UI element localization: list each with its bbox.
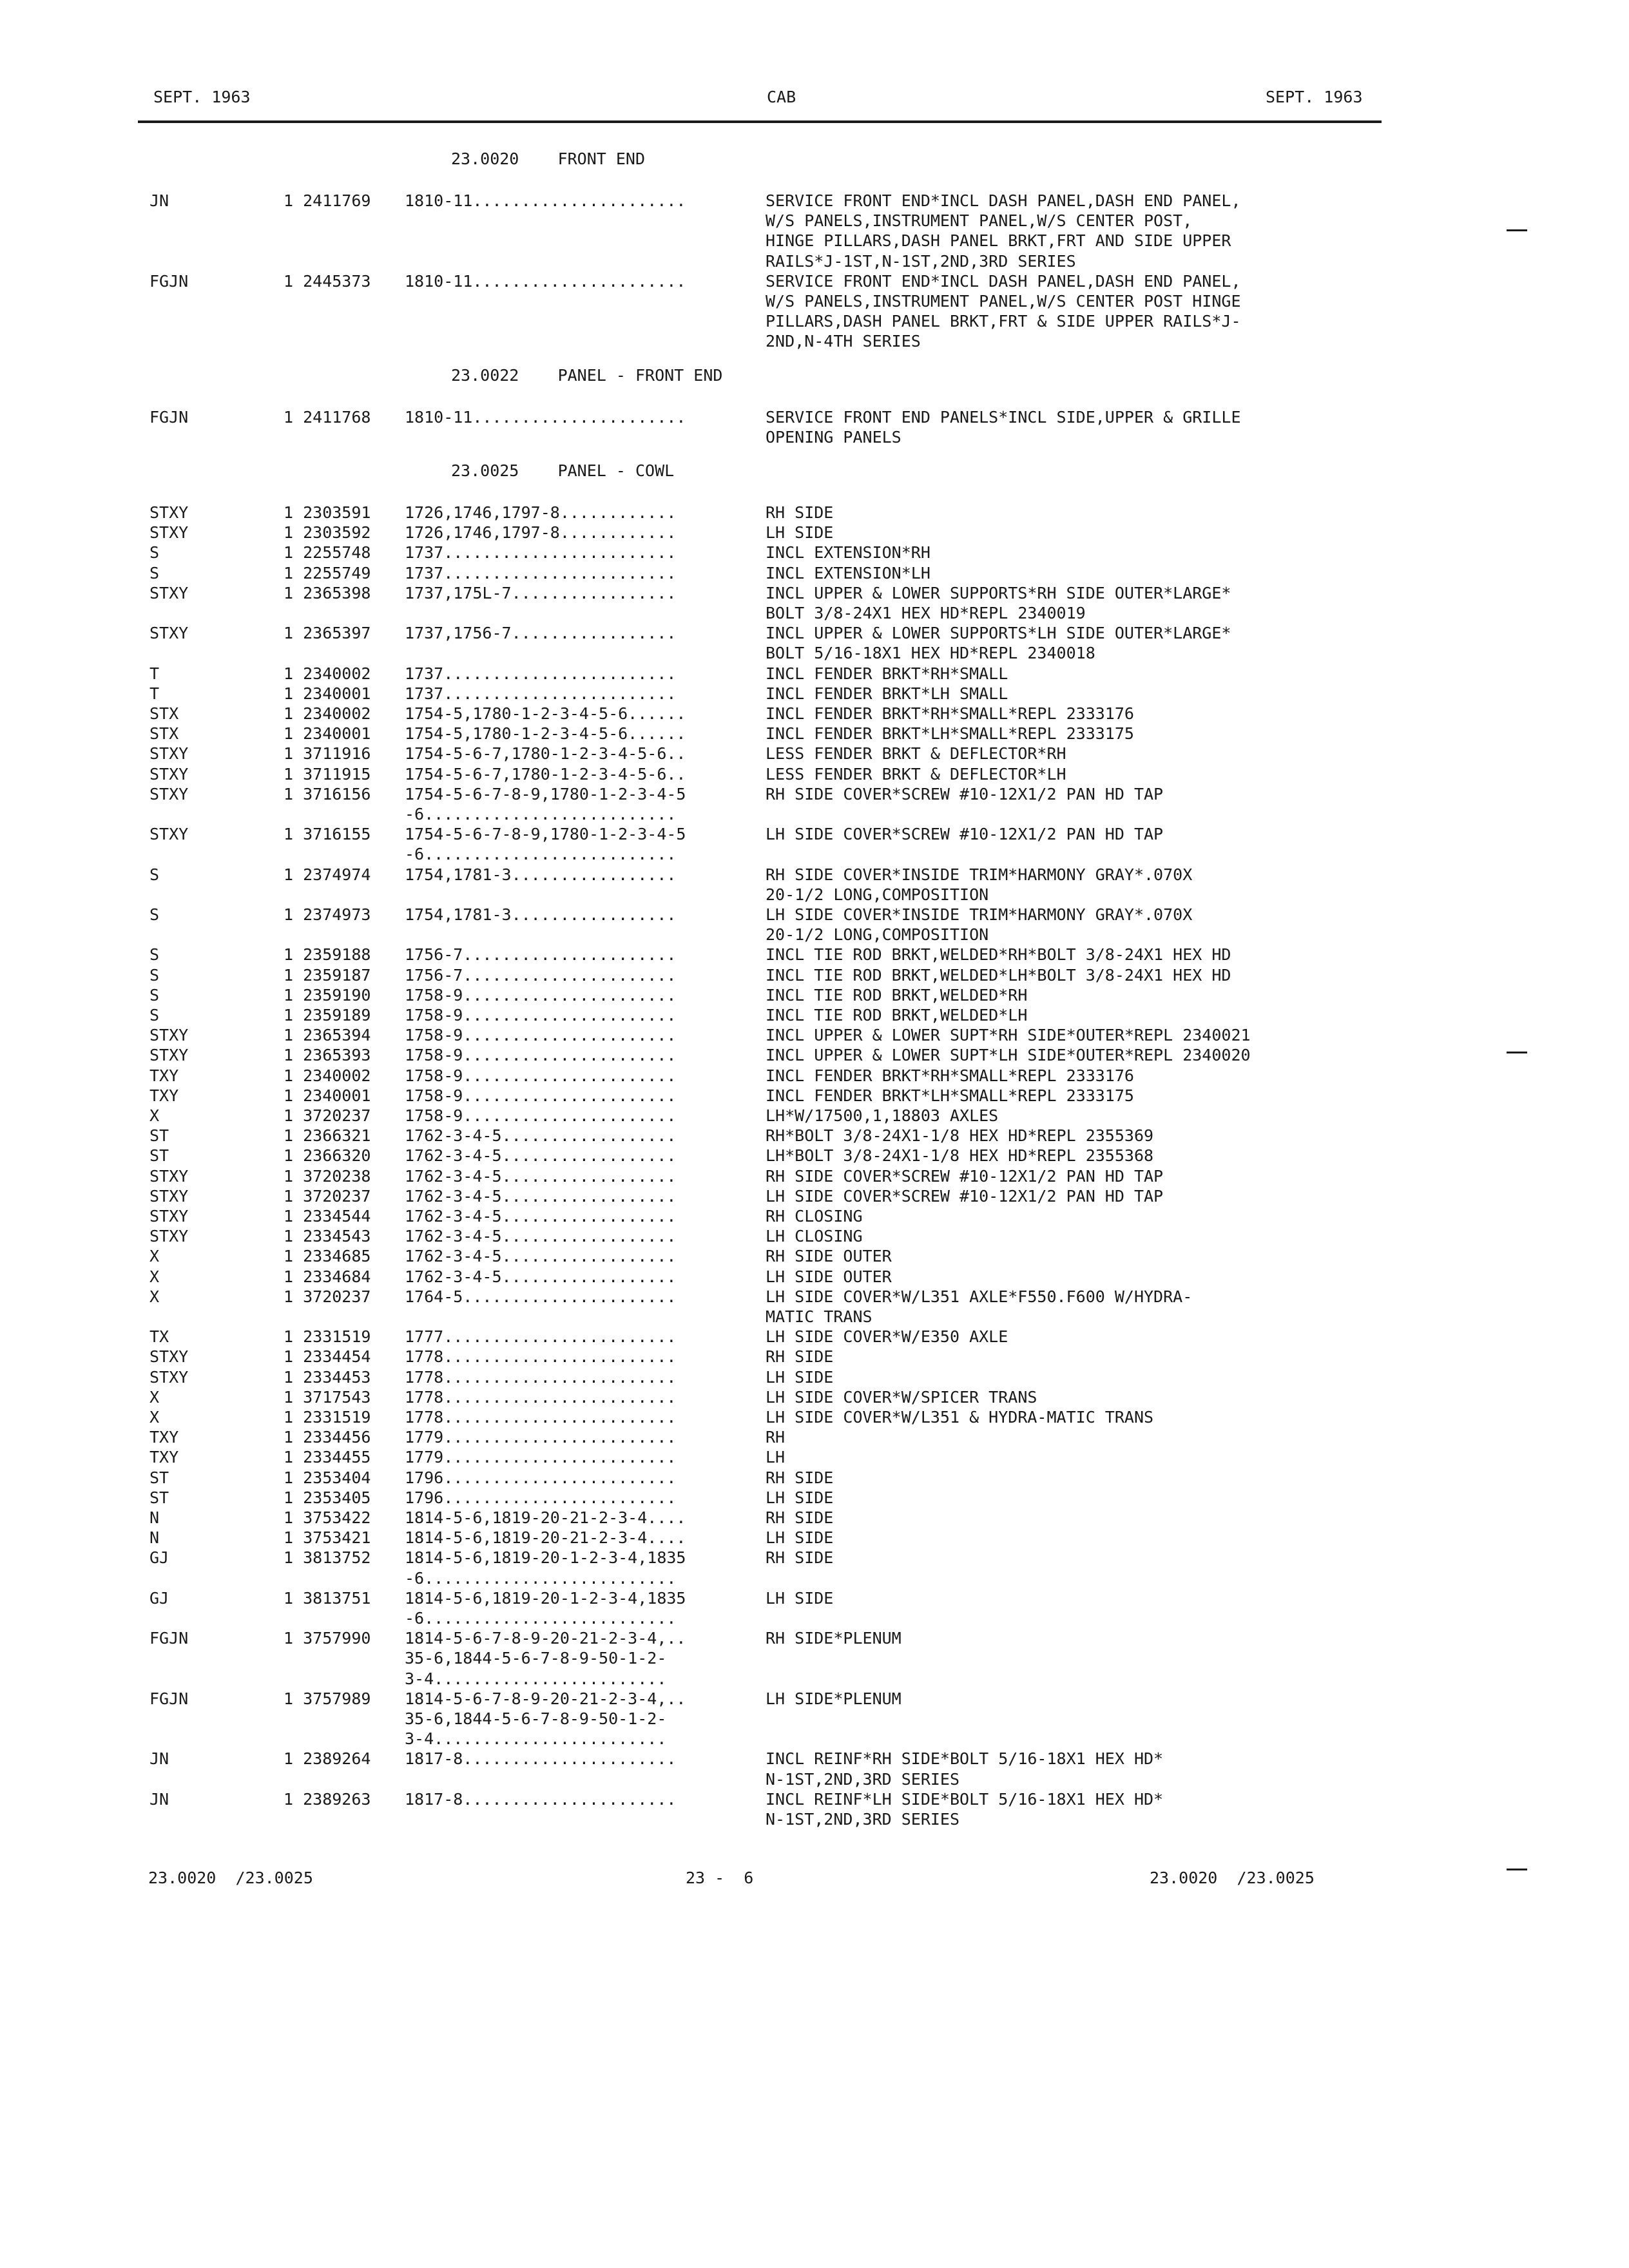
model-code: T [149,664,160,683]
model-code: S [149,985,160,1004]
model-code: JN [149,191,169,210]
qty-part-number: 1 2340001 [284,724,371,744]
qty-part-number: 1 3753422 [284,1508,371,1527]
part-description-continued: BOLT 3/8-24X1 HEX HD*REPL 2340019 [766,604,1086,622]
part-description: RH [766,1428,786,1447]
model-numbers: 1764-5...................... [405,1287,677,1306]
part-description-continued: RAILS*J-1ST,N-1ST,2ND,3RD SERIES [766,251,1076,271]
model-numbers: 1758-9...................... [405,1066,677,1085]
model-code: STXY [149,624,189,643]
part-description: INCL FENDER BRKT*RH*SMALL*REPL 2333176 [766,704,1134,723]
qty-part-number: 1 2331519 [284,1327,371,1347]
model-numbers: 1814-5-6,1819-20-21-2-3-4.... [405,1508,686,1527]
part-description-continued: MATIC TRANS [766,1307,872,1326]
model-numbers: 1754-5-6-7-8-9,1780-1-2-3-4-5 [405,825,686,844]
qty-part-number: 1 2365394 [284,1026,371,1045]
qty-part-number: 1 2331519 [284,1408,371,1427]
model-numbers: 1754-5-6-7,1780-1-2-3-4-5-6.. [405,764,686,783]
part-description: SERVICE FRONT END PANELS*INCL SIDE,UPPER & GRILLE [766,407,1241,427]
qty-part-number: 1 3720237 [284,1186,371,1206]
qty-part-number: 1 2366321 [284,1126,371,1146]
part-description: RH SIDE*PLENUM [766,1629,901,1648]
part-description: INCL UPPER & LOWER SUPPORTS*RH SIDE OUTER*LARGE* [766,583,1231,602]
part-description: INCL UPPER & LOWER SUPT*LH SIDE*OUTER*REPL 2340020 [766,1046,1251,1065]
qty-part-number: 1 3757989 [284,1689,371,1708]
model-numbers: 1778........................ [405,1347,677,1367]
model-code: TXY [149,1086,179,1105]
model-numbers: 1779........................ [405,1448,677,1467]
qty-part-number: 1 2366320 [284,1146,371,1166]
model-numbers: 1762-3-4-5.................. [405,1247,677,1266]
part-description: INCL FENDER BRKT*RH*SMALL*REPL 2333176 [766,1066,1134,1085]
part-description: LH SIDE [766,1488,834,1507]
part-description: LH SIDE COVER*SCREW #10-12X1/2 PAN HD TAP [766,825,1164,844]
qty-part-number: 1 3711915 [284,764,371,783]
qty-part-number: 1 3716155 [284,825,371,844]
model-numbers: 1726,1746,1797-8............ [405,523,677,543]
model-code: ST [149,1488,169,1507]
part-description: RH SIDE [766,1548,834,1568]
model-code: X [149,1267,160,1286]
qty-part-number: 1 3720237 [284,1106,371,1125]
part-description: LESS FENDER BRKT & DEFLECTOR*LH [766,764,1066,783]
model-numbers: 1796........................ [405,1468,677,1487]
part-description-continued: PILLARS,DASH PANEL BRKT,FRT & SIDE UPPER RAILS*J- [766,312,1241,331]
model-numbers: 1817-8...................... [405,1749,677,1769]
part-description: RH SIDE [766,503,834,522]
qty-part-number: 1 2411769 [284,191,371,210]
part-description: LH*W/17500,1,18803 AXLES [766,1106,999,1125]
model-code: S [149,945,160,965]
model-numbers: 1778........................ [405,1408,677,1427]
model-numbers: 1762-3-4-5.................. [405,1227,677,1246]
model-numbers: 1777........................ [405,1327,677,1347]
qty-part-number: 1 2334456 [284,1428,371,1447]
model-numbers: 1754,1781-3................. [405,865,677,884]
part-description: INCL FENDER BRKT*LH SMALL [766,684,1008,703]
part-description: RH SIDE COVER*SCREW #10-12X1/2 PAN HD TAP [766,784,1164,803]
qty-part-number: 1 2334454 [284,1347,371,1367]
header-left-date: SEPT. 1963 [153,88,251,106]
qty-part-number: 1 3720238 [284,1166,371,1186]
part-description: INCL TIE ROD BRKT,WELDED*LH [766,1006,1028,1024]
qty-part-number: 1 2374974 [284,865,371,884]
model-numbers: 1762-3-4-5.................. [405,1207,677,1225]
part-description: LH SIDE COVER*SCREW #10-12X1/2 PAN HD TAP [766,1186,1164,1206]
model-numbers: 1810-11...................... [405,407,686,427]
qty-part-number: 1 2303591 [284,503,371,522]
section-heading: 23.0025 PANEL - COWL [451,461,675,480]
part-description: LH SIDE [766,1588,834,1608]
model-code: FGJN [149,1629,189,1648]
model-code: STXY [149,583,189,602]
model-code: STXY [149,1046,189,1065]
qty-part-number: 1 3813752 [284,1548,371,1568]
model-numbers: 1817-8...................... [405,1789,677,1809]
model-code: STXY [149,1227,189,1246]
qty-part-number: 1 2365398 [284,583,371,602]
model-code: STX [149,704,179,723]
qty-part-number: 1 3757990 [284,1629,371,1648]
model-code: X [149,1106,160,1125]
model-numbers: 1754-5-6-7,1780-1-2-3-4-5-6.. [405,744,686,764]
model-code: FGJN [149,1689,189,1708]
model-numbers: 1796........................ [405,1488,677,1507]
model-numbers: 1758-9...................... [405,985,677,1004]
model-numbers: 1758-9...................... [405,1046,677,1065]
model-code: FGJN [149,407,189,427]
part-description: INCL FENDER BRKT*RH*SMALL [766,664,1008,683]
margin-mark [1507,1869,1527,1870]
qty-part-number: 1 2334455 [284,1448,371,1467]
part-description: RH SIDE COVER*SCREW #10-12X1/2 PAN HD TAP [766,1166,1164,1186]
model-code: STXY [149,825,189,844]
part-description: LH SIDE COVER*W/L351 AXLE*F550.F600 W/HYDRA- [766,1287,1193,1306]
qty-part-number: 1 2340002 [284,704,371,723]
part-description: RH*BOLT 3/8-24X1-1/8 HEX HD*REPL 2355369 [766,1126,1154,1146]
model-code: TXY [149,1428,179,1447]
model-code: N [149,1528,160,1548]
model-numbers-continued: 35-6,1844-5-6-7-8-9-50-1-2- [405,1649,667,1668]
qty-part-number: 1 3813751 [284,1588,371,1608]
model-code: STXY [149,1367,189,1387]
part-description: LH SIDE COVER*W/SPICER TRANS [766,1387,1037,1407]
qty-part-number: 1 3716156 [284,784,371,803]
part-description: LH [766,1448,786,1467]
model-code: STXY [149,1186,189,1206]
part-description: INCL EXTENSION*RH [766,543,930,562]
part-description: LESS FENDER BRKT & DEFLECTOR*RH [766,744,1066,764]
model-code: TXY [149,1066,179,1085]
model-code: N [149,1508,160,1527]
model-code: S [149,905,160,924]
model-numbers-continued: -6.......................... [405,1568,677,1588]
part-description: INCL UPPER & LOWER SUPPORTS*LH SIDE OUTER*LARGE* [766,624,1231,643]
model-numbers: 1778........................ [405,1387,677,1407]
header-right-date: SEPT. 1963 [1266,88,1363,106]
qty-part-number: 1 2334453 [284,1367,371,1387]
qty-part-number: 1 2334544 [284,1207,371,1225]
part-description: INCL FENDER BRKT*LH*SMALL*REPL 2333175 [766,724,1134,744]
qty-part-number: 1 2340002 [284,664,371,683]
model-numbers: 1778........................ [405,1367,677,1387]
model-numbers-continued: -6.......................... [405,1609,677,1628]
part-description-continued: N-1ST,2ND,3RD SERIES [766,1810,960,1829]
part-description: LH SIDE [766,523,834,543]
qty-part-number: 1 2334543 [284,1227,371,1246]
part-description: INCL EXTENSION*LH [766,563,930,582]
part-description: LH SIDE COVER*INSIDE TRIM*HARMONY GRAY*.070X [766,905,1193,924]
model-code: STX [149,724,179,744]
part-description: LH SIDE COVER*W/L351 & HYDRA-MATIC TRANS [766,1408,1154,1427]
qty-part-number: 1 2303592 [284,523,371,543]
part-description: LH*BOLT 3/8-24X1-1/8 HEX HD*REPL 2355368 [766,1146,1154,1166]
model-code: S [149,865,160,884]
model-code: STXY [149,503,189,522]
model-numbers: 1758-9...................... [405,1006,677,1024]
model-code: GJ [149,1588,169,1608]
model-code: STXY [149,784,189,803]
model-code: X [149,1287,160,1306]
qty-part-number: 1 3711916 [284,744,371,764]
model-numbers-continued: 3-4........................ [405,1669,667,1688]
model-numbers: 1756-7...................... [405,965,677,985]
model-numbers: 1754,1781-3................. [405,905,677,924]
model-code: TX [149,1327,169,1347]
model-code: S [149,965,160,985]
model-code: JN [149,1749,169,1769]
model-code: STXY [149,764,189,783]
part-description-continued: BOLT 5/16-18X1 HEX HD*REPL 2340018 [766,644,1095,663]
model-numbers: 1737,1756-7................. [405,624,677,643]
model-numbers-continued: -6.......................... [405,805,677,823]
margin-mark [1507,1052,1527,1053]
part-description-continued: N-1ST,2ND,3RD SERIES [766,1769,960,1789]
part-description: SERVICE FRONT END*INCL DASH PANEL,DASH END PANEL, [766,271,1241,291]
part-description: INCL FENDER BRKT*LH*SMALL*REPL 2333175 [766,1086,1134,1105]
model-code: STXY [149,1347,189,1367]
qty-part-number: 1 2340002 [284,1066,371,1085]
part-description: INCL TIE ROD BRKT,WELDED*RH*BOLT 3/8-24X1 HEX HD [766,945,1231,965]
qty-part-number: 1 2411768 [284,407,371,427]
model-numbers: 1737........................ [405,543,677,562]
qty-part-number: 1 3753421 [284,1528,371,1548]
model-numbers: 1814-5-6,1819-20-1-2-3-4,1835 [405,1588,686,1608]
model-numbers: 1810-11...................... [405,271,686,291]
part-description-continued: 20-1/2 LONG,COMPOSITION [766,925,989,945]
qty-part-number: 1 2340001 [284,684,371,703]
model-numbers: 1754-5,1780-1-2-3-4-5-6...... [405,724,686,744]
footer-right-range: 23.0020 /23.0025 [1150,1869,1315,1887]
model-numbers: 1814-5-6-7-8-9-20-21-2-3-4,.. [405,1629,686,1648]
model-numbers-continued: -6.......................... [405,845,677,864]
part-description: LH SIDE*PLENUM [766,1689,901,1708]
qty-part-number: 1 2389264 [284,1749,371,1769]
qty-part-number: 1 2334685 [284,1247,371,1266]
qty-part-number: 1 2353405 [284,1488,371,1507]
qty-part-number: 1 2445373 [284,271,371,291]
model-code: T [149,684,160,703]
model-numbers: 1758-9...................... [405,1106,677,1125]
qty-part-number: 1 3717543 [284,1387,371,1407]
model-numbers: 1754-5,1780-1-2-3-4-5-6...... [405,704,686,723]
footer-page-number: 23 - 6 [686,1869,754,1887]
part-description: RH CLOSING [766,1207,863,1225]
model-numbers: 1758-9...................... [405,1026,677,1045]
model-numbers: 1814-5-6-7-8-9-20-21-2-3-4,.. [405,1689,686,1708]
section-heading: 23.0022 PANEL - FRONT END [451,365,723,385]
qty-part-number: 1 2359188 [284,945,371,965]
part-description: INCL UPPER & LOWER SUPT*RH SIDE*OUTER*REPL 2340021 [766,1026,1251,1045]
model-code: ST [149,1146,169,1166]
model-numbers-continued: 3-4........................ [405,1729,667,1749]
model-numbers: 1737........................ [405,563,677,582]
part-description-continued: W/S PANELS,INSTRUMENT PANEL,W/S CENTER POST HINGE [766,292,1241,311]
part-description-continued: 2ND,N-4TH SERIES [766,332,921,351]
model-code: S [149,543,160,562]
qty-part-number: 1 2359189 [284,1006,371,1024]
qty-part-number: 1 2353404 [284,1468,371,1487]
qty-part-number: 1 2359190 [284,985,371,1004]
model-code: X [149,1408,160,1427]
qty-part-number: 1 2255748 [284,543,371,562]
header-title: CAB [767,88,796,106]
model-numbers: 1726,1746,1797-8............ [405,503,677,522]
part-description: INCL TIE ROD BRKT,WELDED*LH*BOLT 3/8-24X1 HEX HD [766,965,1231,985]
model-numbers: 1737,175L-7................. [405,583,677,602]
model-numbers: 1810-11...................... [405,191,686,210]
qty-part-number: 1 2340001 [284,1086,371,1105]
model-code: X [149,1387,160,1407]
model-numbers: 1756-7...................... [405,945,677,965]
model-code: STXY [149,1207,189,1225]
part-description: RH SIDE [766,1468,834,1487]
part-description: RH SIDE [766,1347,834,1367]
qty-part-number: 1 2334684 [284,1267,371,1286]
footer-left-range: 23.0020 /23.0025 [148,1869,313,1887]
model-code: ST [149,1126,169,1146]
model-numbers: 1737........................ [405,664,677,683]
part-description: SERVICE FRONT END*INCL DASH PANEL,DASH END PANEL, [766,191,1241,210]
model-code: S [149,563,160,582]
model-numbers: 1814-5-6,1819-20-21-2-3-4.... [405,1528,686,1548]
model-code: STXY [149,1166,189,1186]
model-numbers: 1737........................ [405,684,677,703]
model-code: FGJN [149,271,189,291]
model-numbers: 1762-3-4-5.................. [405,1186,677,1206]
model-numbers: 1758-9...................... [405,1086,677,1105]
qty-part-number: 1 3720237 [284,1287,371,1306]
part-description-continued: OPENING PANELS [766,427,901,447]
model-code: STXY [149,1026,189,1045]
qty-part-number: 1 2374973 [284,905,371,924]
qty-part-number: 1 2389263 [284,1789,371,1809]
header-rule [138,120,1382,123]
model-code: X [149,1247,160,1266]
part-description: LH SIDE [766,1367,834,1387]
part-description: RH SIDE OUTER [766,1247,892,1266]
part-description-continued: 20-1/2 LONG,COMPOSITION [766,885,989,904]
part-description: LH SIDE [766,1528,834,1548]
model-code: JN [149,1789,169,1809]
qty-part-number: 1 2255749 [284,563,371,582]
model-numbers: 1814-5-6,1819-20-1-2-3-4,1835 [405,1548,686,1568]
part-description: INCL TIE ROD BRKT,WELDED*RH [766,985,1028,1004]
model-code: STXY [149,523,189,543]
qty-part-number: 1 2365397 [284,624,371,643]
part-description: LH CLOSING [766,1227,863,1246]
model-numbers: 1762-3-4-5.................. [405,1126,677,1146]
margin-mark [1507,229,1527,231]
qty-part-number: 1 2365393 [284,1046,371,1065]
section-heading: 23.0020 FRONT END [451,149,646,168]
qty-part-number: 1 2359187 [284,965,371,985]
model-code: TXY [149,1448,179,1467]
part-description: RH SIDE [766,1508,834,1527]
part-description: RH SIDE COVER*INSIDE TRIM*HARMONY GRAY*.070X [766,865,1193,884]
model-code: S [149,1006,160,1024]
part-description: INCL REINF*LH SIDE*BOLT 5/16-18X1 HEX HD* [766,1789,1164,1809]
model-numbers: 1779........................ [405,1428,677,1447]
model-numbers: 1754-5-6-7-8-9,1780-1-2-3-4-5 [405,784,686,803]
part-description-continued: W/S PANELS,INSTRUMENT PANEL,W/S CENTER POST, [766,211,1193,231]
model-numbers-continued: 35-6,1844-5-6-7-8-9-50-1-2- [405,1709,667,1728]
part-description: LH SIDE OUTER [766,1267,892,1286]
model-numbers: 1762-3-4-5.................. [405,1166,677,1186]
model-code: ST [149,1468,169,1487]
model-code: GJ [149,1548,169,1568]
model-numbers: 1762-3-4-5.................. [405,1267,677,1286]
model-code: STXY [149,744,189,764]
part-description-continued: HINGE PILLARS,DASH PANEL BRKT,FRT AND SIDE UPPER [766,231,1231,251]
model-numbers: 1762-3-4-5.................. [405,1146,677,1166]
part-description: INCL REINF*RH SIDE*BOLT 5/16-18X1 HEX HD* [766,1749,1164,1769]
part-description: LH SIDE COVER*W/E350 AXLE [766,1327,1008,1347]
